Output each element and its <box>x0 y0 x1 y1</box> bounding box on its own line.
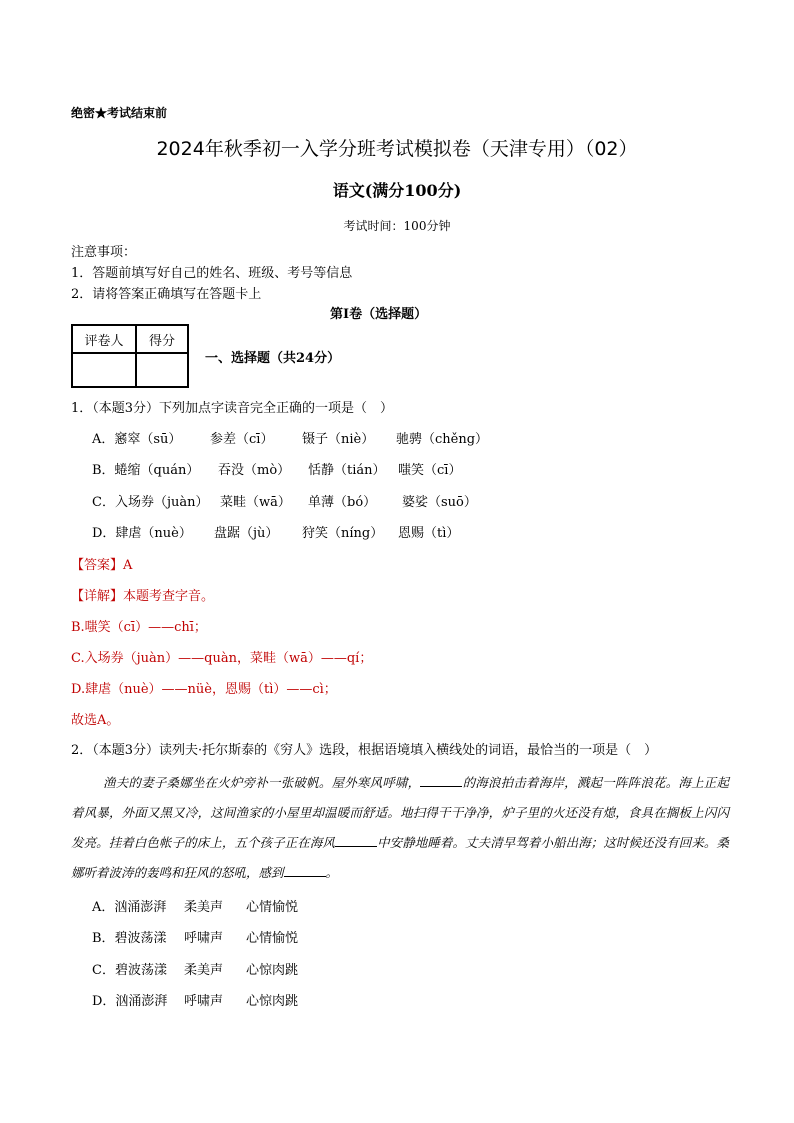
option-item: 呼啸声 <box>184 994 224 1009</box>
exam-time: 考试时间：100分钟 <box>343 219 451 233</box>
q1-option-d <box>92 522 459 541</box>
q1-option-a <box>92 428 488 447</box>
option-item: 狩笑（níng） <box>302 526 384 541</box>
q1-stem: 1．（本题3分）下列加点字读音完全正确的一项是（ ） <box>71 401 394 416</box>
exam-subtitle: 语文(满分100分) <box>332 181 462 200</box>
option-item: 吞没（mò） <box>218 463 291 478</box>
passage-text: 。 <box>325 865 339 880</box>
option-item: 心情愉悦 <box>246 931 299 946</box>
q2-option-a <box>92 896 298 915</box>
q1-explanation-d: D.肆虐（nuè）——nüè，恩赐（tì）——cì； <box>71 682 337 697</box>
fill-blank <box>335 834 377 847</box>
notes-item: 2．请将答案正确填写在答题卡上 <box>71 287 262 302</box>
option-item: 婆娑（suō） <box>402 495 477 510</box>
option-item: 心情愉悦 <box>246 900 299 915</box>
option-item: B．碧波荡漾 <box>92 931 167 946</box>
q1-option-c <box>92 491 477 510</box>
option-item: A．汹涌澎湃 <box>92 900 167 915</box>
q2-option-c <box>92 959 298 978</box>
q1-explanation-c: C.入场券（juàn）——quàn，菜畦（wā）——qí； <box>71 651 373 666</box>
option-item: 恬静（tián） <box>308 463 386 478</box>
q2-stem: 2．（本题3分）读列夫·托尔斯泰的《穷人》选段，根据语境填入横线处的词语，最恰当的一项是（ ） <box>71 743 658 758</box>
option-item: 驰骋（chěng） <box>396 432 489 447</box>
q1-answer <box>71 554 132 573</box>
option-item: B．蜷缩（quán） <box>92 463 200 478</box>
option-item: 柔美声 <box>184 900 224 915</box>
fill-blank <box>420 774 462 787</box>
option-item: C．入场券（juàn） <box>92 495 209 510</box>
grader-table <box>71 324 189 388</box>
notes-block <box>71 242 352 305</box>
q2-option-b <box>92 927 298 946</box>
q1-explanation-b: B.嗤笑（cī）——chī； <box>71 620 207 635</box>
option-item: 呼啸声 <box>184 931 224 946</box>
secret-mark: 绝密★考试结束前 <box>71 106 168 120</box>
option-item: 心惊肉跳 <box>246 963 299 978</box>
option-item: D．肆虐（nuè） <box>92 526 192 541</box>
passage-text: 的海浪拍击着海岸，溅起一阵阵浪花。海上正起着风暴，外面又黑又冷，这间渔家的小屋里却温暖而舒适。地扫得干干净净，炉子里的火还没有熄，食具在搁板上闪闪发亮。挂着白色帐子的床上，五个孩子正在海风 <box>71 775 729 850</box>
score-header: 得分 <box>136 325 188 353</box>
section-title: 第Ⅰ卷（选择题） <box>330 307 428 322</box>
option-item: 柔美声 <box>184 963 224 978</box>
detail-label: 【详解】 <box>71 589 124 604</box>
notes-item: 1．答题前填写好自己的姓名、班级、考号等信息 <box>71 266 353 281</box>
passage-text: 渔夫的妻子桑娜坐在火炉旁补一张破帆。屋外寒风呼啸， <box>103 775 421 790</box>
exam-title: 2024年秋季初一入学分班考试模拟卷（天津专用）（02） <box>156 138 638 160</box>
score-cell <box>136 353 188 387</box>
q2-option-d <box>92 990 298 1009</box>
option-item: 恩赐（tì） <box>398 526 460 541</box>
detail-text: 本题考查字音。 <box>123 589 215 604</box>
notes-heading: 注意事项： <box>71 245 137 260</box>
q2-passage <box>71 768 729 888</box>
option-item: 菜畦（wā） <box>220 495 291 510</box>
option-item: A．窸窣（sū） <box>92 432 182 447</box>
option-item: 盘踞（jù） <box>214 526 279 541</box>
option-item: D．汹涌澎湃 <box>92 994 168 1009</box>
q1-detail <box>71 585 214 604</box>
answer-value: A <box>123 558 133 573</box>
q1-option-b <box>92 459 461 478</box>
fill-blank <box>284 864 326 877</box>
passage-text: 中安静地睡着。丈夫清早驾着小船出海；这时候还没有回来。桑娜听着波涛的轰鸣和狂风的怒吼，感到 <box>71 835 729 880</box>
q1-conclusion: 故选A。 <box>71 713 120 728</box>
option-item: 参差（cī） <box>210 432 274 447</box>
option-item: 心惊肉跳 <box>246 994 299 1009</box>
option-item: 镊子（niè） <box>302 432 375 447</box>
part-title: 一、选择题（共24分） <box>205 351 341 366</box>
option-item: 嗤笑（cī） <box>398 463 462 478</box>
option-item: 单薄（bó） <box>308 495 377 510</box>
grader-header: 评卷人 <box>72 325 136 353</box>
option-item: C．碧波荡漾 <box>92 963 167 978</box>
grader-cell <box>72 353 136 387</box>
answer-label: 【答案】 <box>71 558 124 573</box>
